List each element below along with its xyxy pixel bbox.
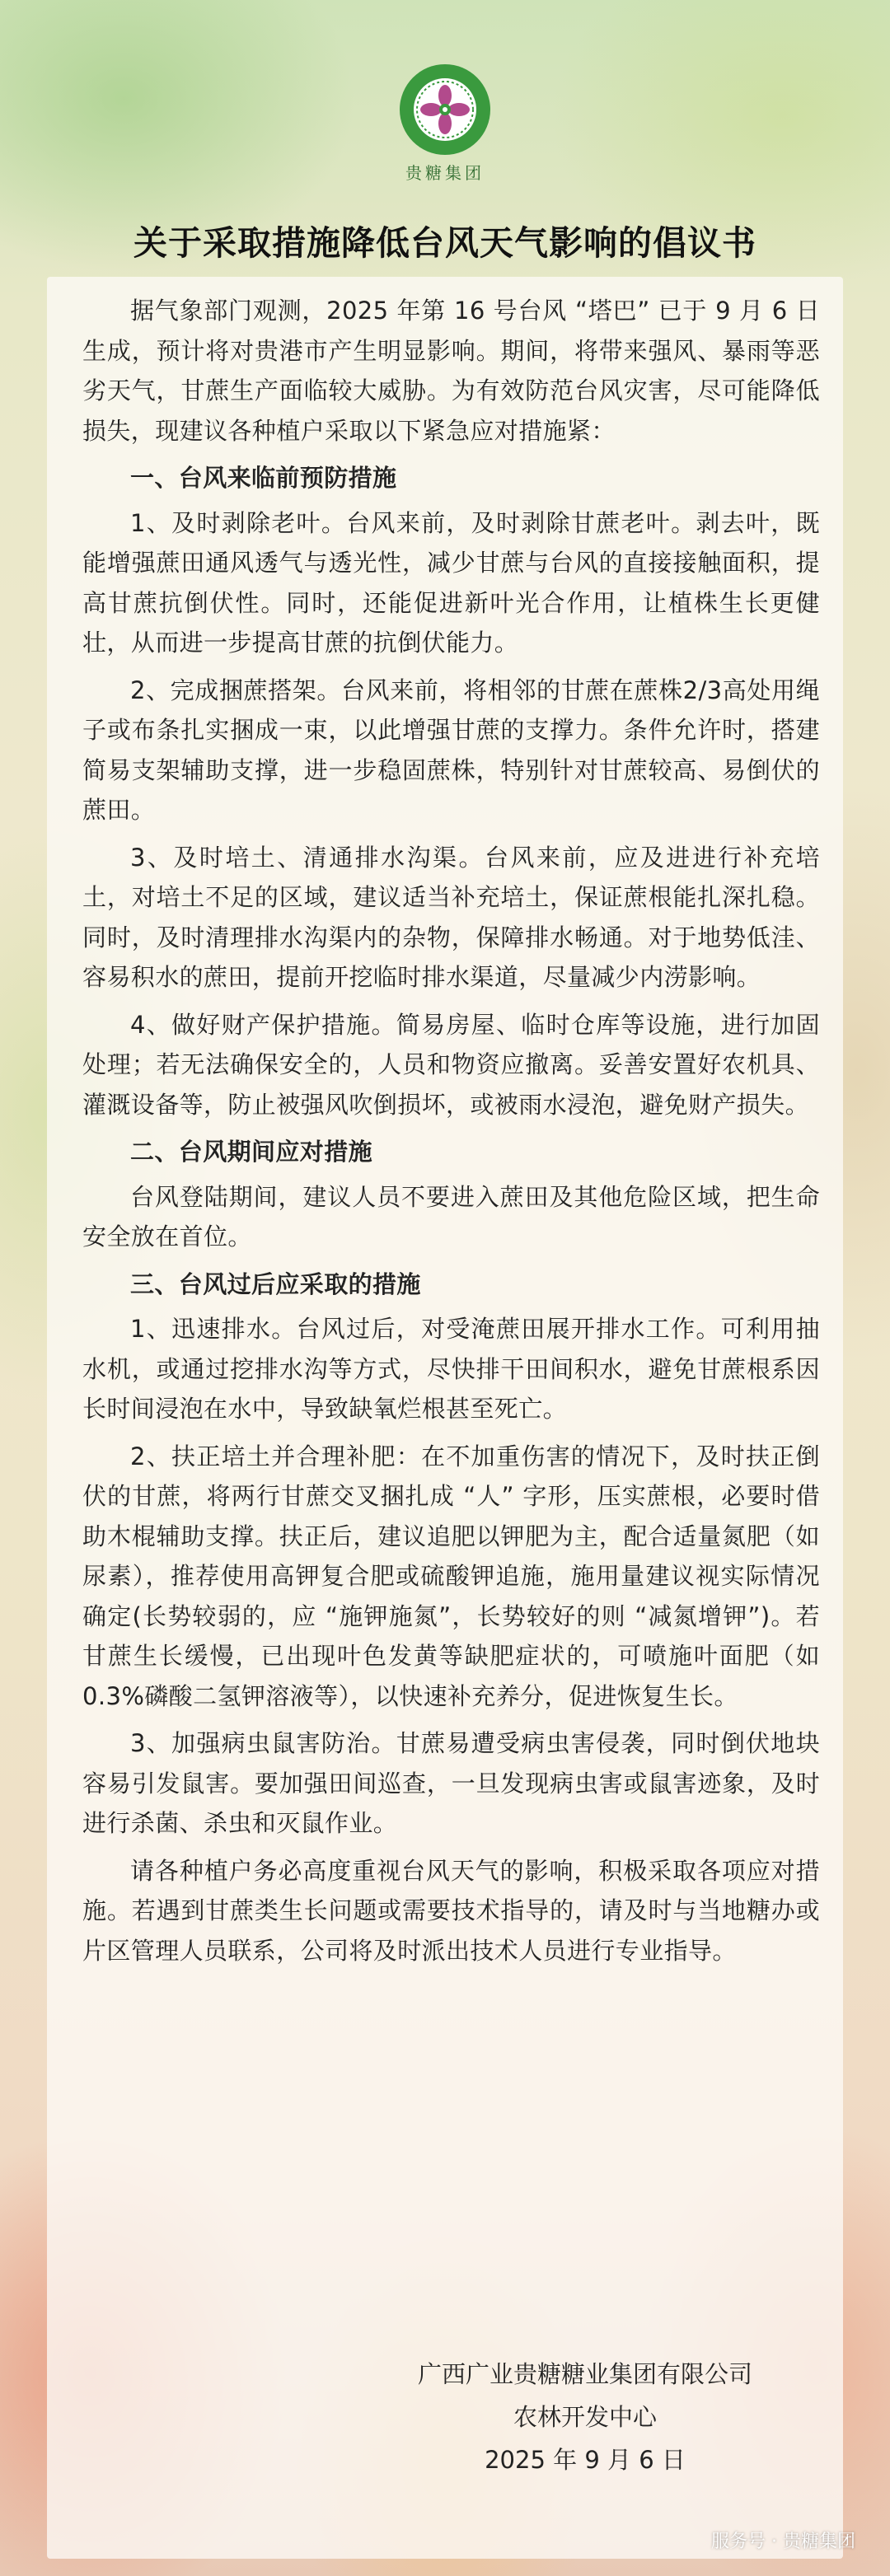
body-paragraph: 台风登陆期间，建议人员不要进入蔗田及其他危险区域，把生命安全放在首位。 [82,1182,820,1251]
signature-company: 广西广业贵糖糖业集团有限公司 [417,2360,752,2388]
body-paragraph: 1、迅速排水。台风过后，对受淹蔗田展开排水工作。可利用抽水机，或通过挖排水沟等方式，尽快排干田间积水，避免甘蔗根系因长时间浸泡在水中，导致缺氧烂根甚至死亡。 [82,1315,820,1423]
watermark: 服务号 · 贵糖集团 [711,2532,855,2552]
body-paragraph: 3、及时培土、清通排水沟渠。台风来前，应及进进行补充培土，对培土不足的区域，建议适当补充培土，保证蔗根能扎深扎稳。同时，及时清理排水沟渠内的杂物，保障排水畅通。对于地势低洼、容易积水的蔗田，提前开挖临时排水渠道，尽量减少内涝影响。 [82,843,820,991]
body-paragraph: 3、加强病虫鼠害防治。甘蔗易遭受病虫害侵袭，同时倒伏地块容易引发鼠害。要加强田间巡查，一旦发现病虫害或鼠害迹象，及时进行杀菌、杀虫和灭鼠作业。 [82,1729,820,1837]
signature-block [363,2353,808,2481]
signature-department: 农林开发中心 [513,2403,657,2431]
body-paragraph: 1、及时剥除老叶。台风来前，及时剥除甘蔗老叶。剥去叶，既能增强蔗田通风透气与透光性，减少甘蔗与台风的直接接触面积，提高甘蔗抗倒伏性。同时，还能促进新叶光合作用，让植株生长更健壮，从而进一步提高甘蔗的抗倒伏能力。 [82,508,820,657]
flower-emblem-icon [400,64,490,155]
section-heading: 一、台风来临前预防措施 [130,464,397,492]
section-heading: 二、台风期间应对措施 [130,1138,373,1166]
body-paragraph: 2、完成捆蔗搭架。台风来前，将相邻的甘蔗在蔗株2/3高处用绳子或布条扎实捆成一束，以此增强甘蔗的支撑力。条件允许时，搭建简易支架辅助支撑，进一步稳固蔗株，特别针对甘蔗较高、易倒伏的蔗田。 [82,676,820,824]
signature-date: 2025 年 9 月 6 日 [485,2446,686,2474]
body-paragraph: 2、扶正培土并合理补肥：在不加重伤害的情况下，及时扶正倒伏的甘蔗，将两行甘蔗交叉捆扎成 “人” 字形，压实蔗根，必要时借助木棍辅助支撑。扶正后，建议追肥以钾肥为主，配合适量氮肥（如尿素），推荐使用高钾复合肥或硫酸钾追施，施用量建议视实际情况确定(长势较弱的，应 “施钾施氮”，长势较好的则 “减氮增钾”)。若甘蔗生长缓慢，已出现叶色发黄等缺肥症状的，可喷施叶面肥（如0.3%磷酸二氢钾溶液等），以快速补充养分，促进恢复生长。 [82,1442,820,1710]
body-paragraph: 据气象部门观测，2025 年第 16 号台风 “塔巴” 已于 9 月 6 日生成，预计将对贵港市产生明显影响。期间，将带来强风、暴雨等恶劣天气，甘蔗生产面临较大威胁。为有效防范台风灾害，尽可能降低损失，现建议各种植户采取以下紧急应对措施紧： [82,297,820,445]
body-paragraph: 请各种植户务必高度重视台风天气的影响，积极采取各项应对措施。若遇到甘蔗类生长问题或需要技术指导的，请及时与当地糖办或片区管理人员联系，公司将及时派出技术人员进行专业指导。 [82,1856,820,1965]
org-logo-text: 贵糖集团 [405,163,485,183]
document-title: 关于采取措施降低台风天气影响的倡议书 [134,223,756,263]
section-heading: 三、台风过后应采取的措施 [130,1269,421,1298]
org-logo-block [0,64,890,184]
document-body [82,291,820,1978]
body-paragraph: 4、做好财产保护措施。简易房屋、临时仓库等设施，进行加固处理；若无法确保安全的，人员和物资应撤离。妥善安置好农机具、灌溉设备等，防止被强风吹倒损坏，或被雨水浸泡，避免财产损失。 [82,1010,820,1119]
org-logo [400,64,490,155]
